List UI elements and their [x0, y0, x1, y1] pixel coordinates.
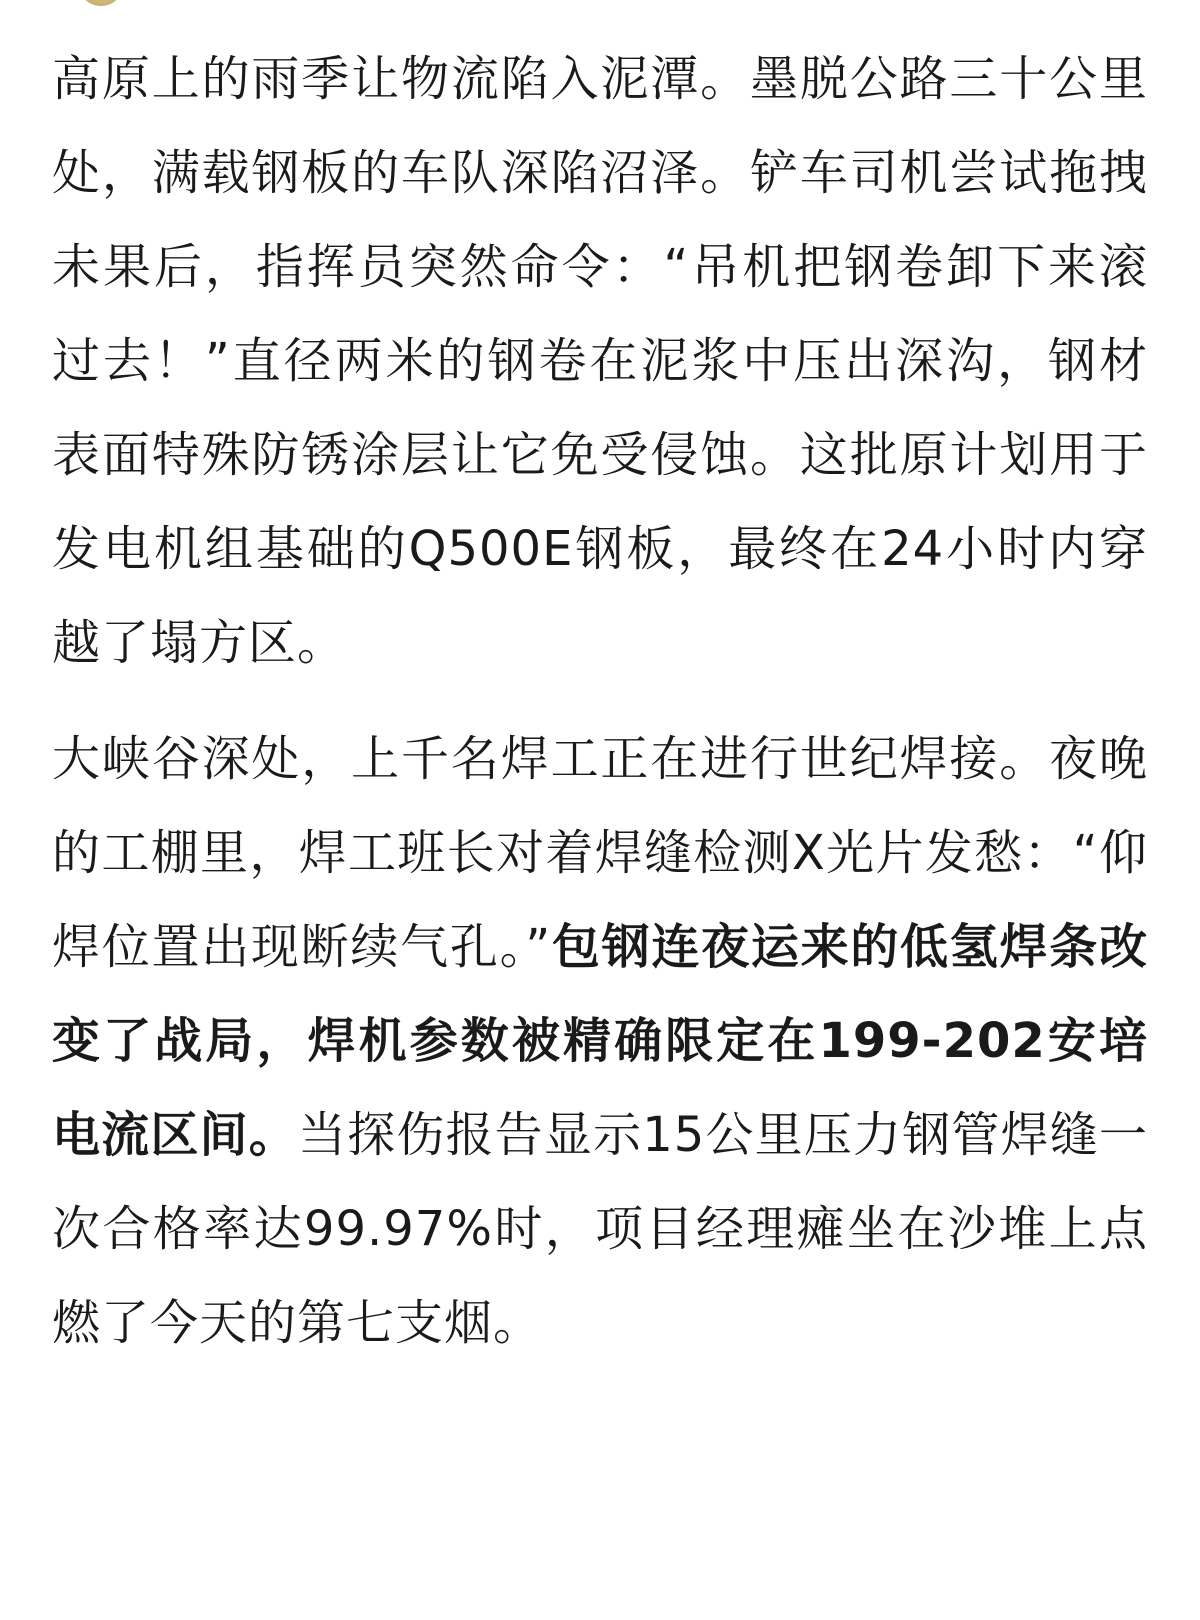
paragraph-2-end: 当探伤报告显示15公里压力钢管焊缝一次合格率达99.97%时，项目经理瘫坐在沙堆上点燃了今天的第七支烟。	[52, 1107, 1148, 1351]
paragraph-2-start: 大峡谷深处，上千名焊工正在进行世纪焊接。夜晚的工棚里，焊工班长对着焊缝检测X光片发愁：“仰焊位置出现断续气孔。”	[52, 731, 1148, 975]
paragraph-1: 高原上的雨季让物流陷入泥潭。墨脱公路三十公里处，满载钢板的车队深陷沼泽。铲车司机尝试拖拽未果后，指挥员突然命令：“吊机把钢卷卸下来滚过去！”直径两米的钢卷在泥浆中压出深沟，钢材表面特殊防锈涂层让它免受侵蚀。这批原计划用于发电机组基础的Q500E钢板，最终在24小时内穿越了塌方区。	[52, 51, 1148, 671]
paragraph-2-bold: 包钢连夜运来的低氢焊条改变了战局，焊机参数被精确限定在199-202安培电流区间。	[52, 919, 1148, 1163]
paragraph-2	[52, 712, 1148, 1370]
avatar[interactable]	[78, 0, 124, 6]
article-body	[52, 32, 1148, 1370]
